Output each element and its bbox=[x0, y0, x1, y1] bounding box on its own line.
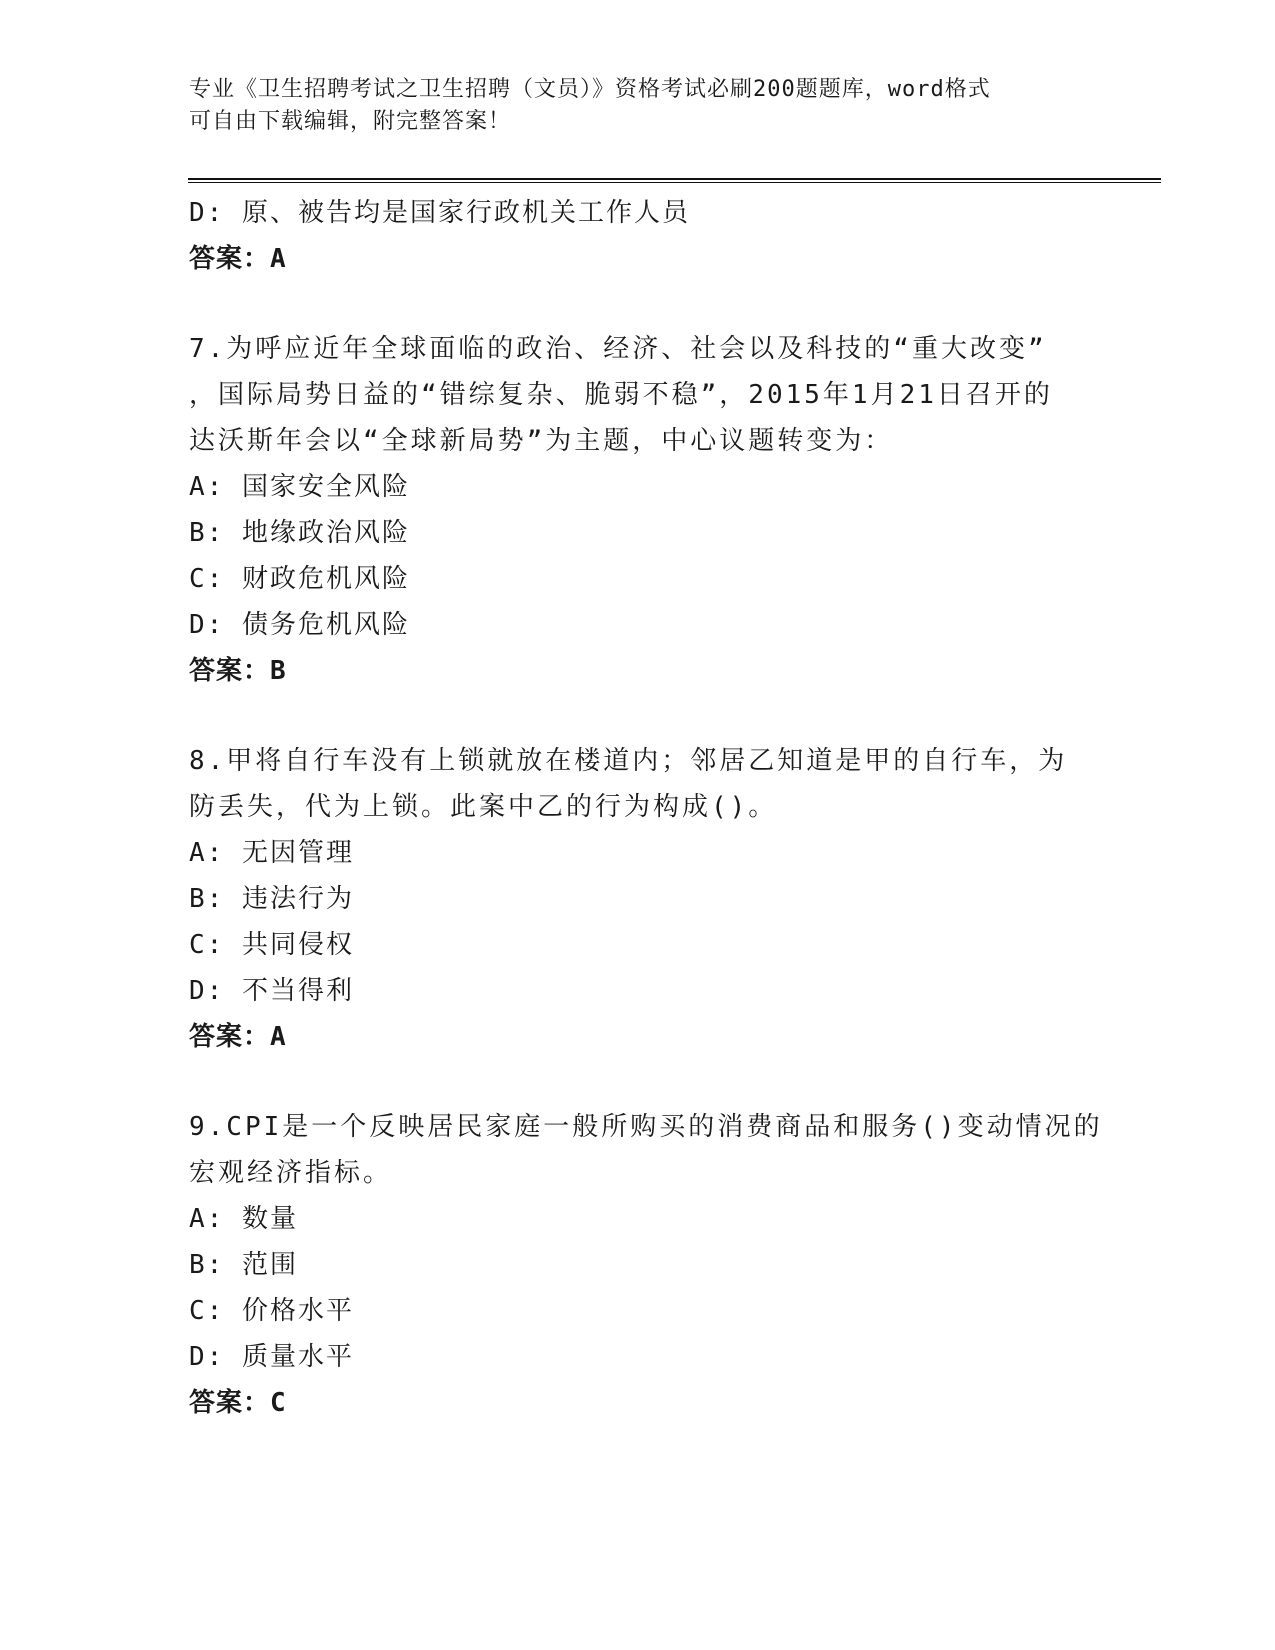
question-stem-line: 达沃斯年会以“全球新局势”为主题，中心议题转变为： bbox=[189, 426, 894, 456]
option-c: C: 财政危机风险 bbox=[189, 564, 410, 594]
option-a: A: 数量 bbox=[189, 1204, 298, 1234]
question-stem-line: 8.甲将自行车没有上锁就放在楼道内；邻居乙知道是甲的自行车，为 bbox=[189, 746, 1068, 776]
question-7 bbox=[189, 326, 1089, 694]
question-8 bbox=[189, 738, 1089, 1060]
spacer bbox=[189, 1060, 1089, 1104]
option-a: A: 无因管理 bbox=[189, 838, 354, 868]
option-d: D: 原、被告均是国家行政机关工作人员 bbox=[189, 198, 690, 228]
question-stem-line: 7.为呼应近年全球面临的政治、经济、社会以及科技的“重大改变” bbox=[189, 334, 1047, 364]
option-b: B: 范围 bbox=[189, 1250, 298, 1280]
header-line-2: 可自由下载编辑，附完整答案！ bbox=[189, 109, 512, 134]
option-d: D: 债务危机风险 bbox=[189, 610, 410, 640]
answer-line: 答案：B bbox=[189, 656, 287, 686]
option-b: B: 地缘政治风险 bbox=[189, 518, 410, 548]
option-a: A: 国家安全风险 bbox=[189, 472, 410, 502]
option-c: C: 共同侵权 bbox=[189, 930, 354, 960]
answer-line: 答案：C bbox=[189, 1388, 287, 1418]
question-stem-line: 宏观经济指标。 bbox=[189, 1158, 393, 1188]
question-stem-line: 防丢失，代为上锁。此案中乙的行为构成()。 bbox=[189, 792, 778, 822]
option-d: D: 质量水平 bbox=[189, 1342, 354, 1372]
page-header bbox=[189, 74, 1089, 138]
header-line-1: 专业《卫生招聘考试之卫生招聘（文员）》资格考试必刷200题题库，word格式 bbox=[189, 77, 991, 102]
header-divider bbox=[188, 178, 1161, 183]
question-9 bbox=[189, 1104, 1103, 1426]
question-stem-line: 9.CPI是一个反映居民家庭一般所购买的消费商品和服务()变动情况的 bbox=[189, 1112, 1103, 1142]
previous-question-tail bbox=[189, 190, 1089, 282]
answer-line: 答案：A bbox=[189, 244, 287, 274]
option-c: C: 价格水平 bbox=[189, 1296, 354, 1326]
spacer bbox=[189, 694, 1089, 738]
question-stem-line: ，国际局势日益的“错综复杂、脆弱不稳”，2015年1月21日召开的 bbox=[189, 380, 1053, 410]
question-list bbox=[189, 190, 1103, 1426]
spacer bbox=[189, 282, 1089, 326]
option-b: B: 违法行为 bbox=[189, 884, 354, 914]
option-d: D: 不当得利 bbox=[189, 976, 354, 1006]
answer-line: 答案：A bbox=[189, 1022, 287, 1052]
